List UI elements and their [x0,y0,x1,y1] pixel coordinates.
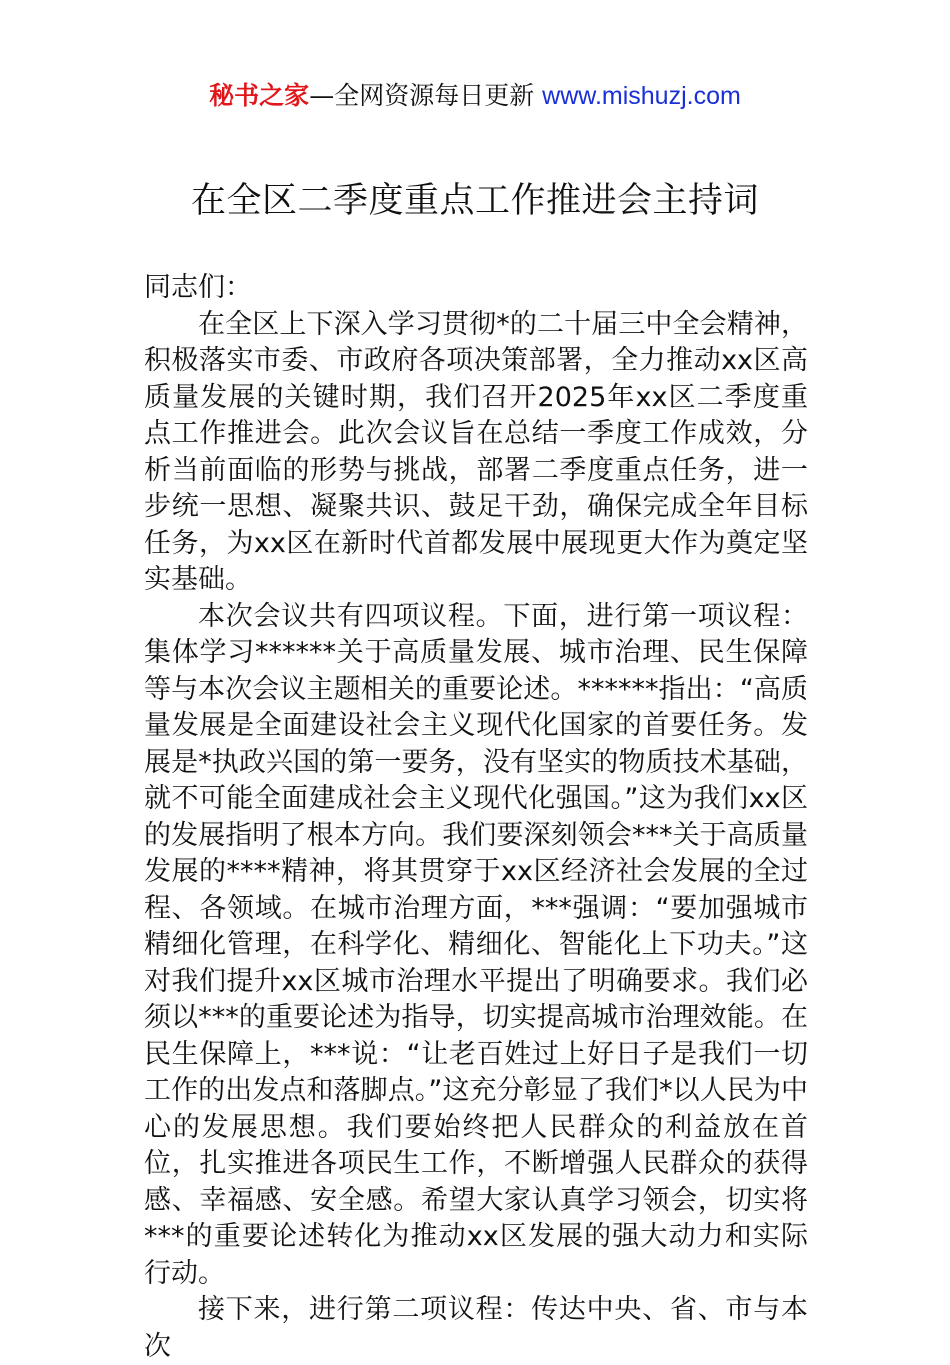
site-header [0,80,950,112]
brand-name: 秘书之家 [209,81,310,110]
paragraph-agenda-one: 本次会议共有四项议程。下面，进行第一项议程：集体学习******关于高质量发展、城市治理、民生保障等与本次会议主题相关的重要论述。******指出：“高质量发展是全面建设社会主义现代化国家的首要任务。发展是*执政兴国的第一要务，没有坚实的物质技术基础，就不可能全面建成社会主义现代化强国。”这为我们xx区的发展指明了根本方向。我们要深刻领会***关于高质量发展的****精神，将其贯穿于xx区经济社会发展的全过程、各领域。在城市治理方面，***强调：“要加强城市精细化管理，在科学化、精细化、智能化上下功夫。”这对我们提升xx区城市治理水平提出了明确要求。我们必须以***的重要论述为指导，切实提高城市治理效能。在民生保障上，***说：“让老百姓过上好日子是我们一切工作的出发点和落脚点。”这充分彰显了我们*以人民为中心的发展思想。我们要始终把人民群众的利益放在首位，扎实推进各项民生工作，不断增强人民群众的获得感、幸福感、安全感。希望大家认真学习领会，切实将***的重要论述转化为推动xx区发展的强大动力和实际行动。 [144,600,808,1289]
website-link[interactable]: www.mishuzj.com [542,82,741,110]
header-tagline: —全网资源每日更新 [309,81,535,110]
document-body [144,270,808,1365]
paragraph-opening: 在全区上下深入学习贯彻*的二十届三中全会精神，积极落实市委、市政府各项决策部署，全力推动xx区高质量发展的关键时期，我们召开2025年xx区二季度重点工作推进会。此次会议旨在总结一季度工作成效，分析当前面临的形势与挑战，部署二季度重点任务，进一步统一思想、凝聚共识、鼓足干劲，确保完成全年目标任务，为xx区在新时代首都发展中展现更大作为奠定坚实基础。 [144,308,808,595]
paragraph-agenda-two: 接下来，进行第二项议程：传达中央、省、市与本次 [144,1294,808,1362]
document-title: 在全区二季度重点工作推进会主持词 [190,181,759,221]
greeting: 同志们： [144,272,252,303]
